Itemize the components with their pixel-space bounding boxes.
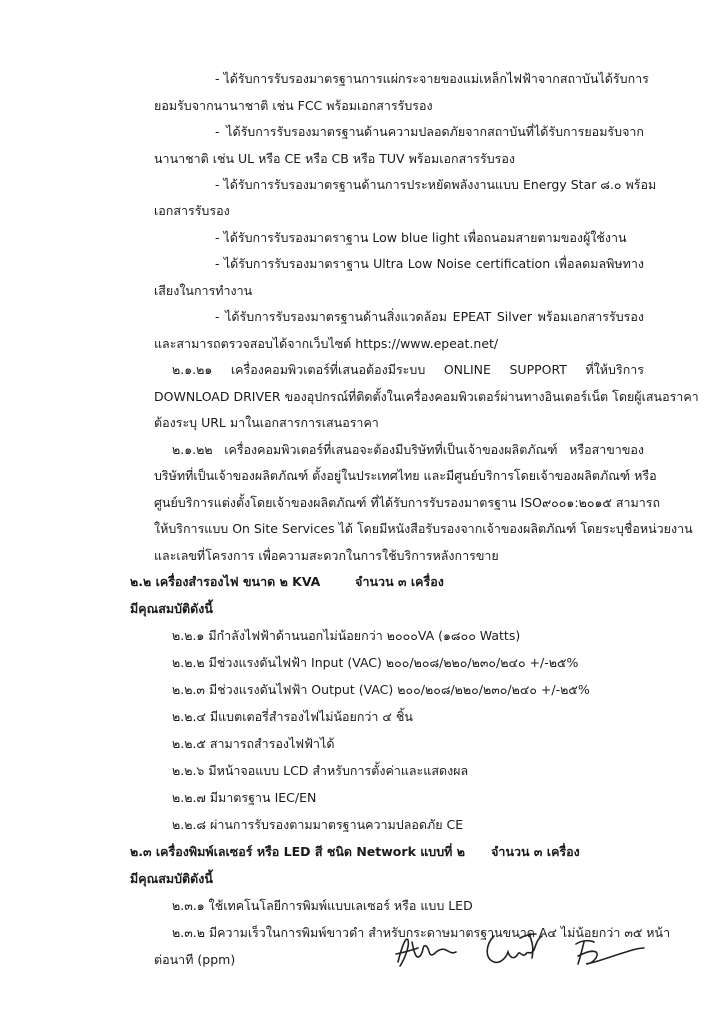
cert-energy-line-2: เอกสารรับรอง — [154, 203, 230, 218]
item-2-1-22-line-4: ให้บริการแบบ On Site Services ได้ โดยมีหนังสือรับรองจากเจ้าของผลิตภัณฑ์ โดยระบุชื่อหน่วยงาน — [154, 521, 693, 536]
cert-safety-line-2: นานาชาติ เช่น UL หรือ CE หรือ CB หรือ TUV พร้อมเอกสารรับรอง — [154, 151, 515, 166]
item-2-1-22-line-3: ศูนย์บริการแต่งตั้งโดยเจ้าของผลิตภัณฑ์ ที่ได้รับการรับรองมาตรฐาน ISO๙๐๐๑:๒๐๑๕ สามารถ — [154, 495, 661, 510]
item-2-2-6: ๒.๒.๖ มีหน้าจอแบบ LCD สำหรับการตั้งค่าและแสดงผล — [172, 763, 469, 778]
cert-low-blue-light: - ได้รับการรับรองมาตราฐาน Low blue light เพื่อถนอมสายตามของผู้ใช้งาน — [215, 230, 627, 245]
item-2-2-7: ๒.๒.๗ มีมาตรฐาน IEC/EN — [172, 790, 317, 805]
item-2-3-2-line-1: ๒.๓.๒ มีความเร็วในการพิมพ์ขาวดำ สำหรับกระดาษมาตรฐานขนาด A๔ ไม่น้อยกว่า ๓๕ หน้า — [172, 925, 671, 940]
signature-3 — [568, 934, 648, 970]
cert-energy-line-1: - ได้รับการรับรองมาตรฐานด้านการประหยัดพลังงานแบบ Energy Star ๘.๐ พร้อม — [215, 177, 657, 192]
signature-1 — [392, 932, 460, 970]
item-2-2-2: ๒.๒.๒ มีช่วงแรงดันไฟฟ้า Input (VAC) ๒๐๐/๒๐๘/๒๒๐/๒๓๐/๒๔๐ +/-๒๕% — [172, 655, 579, 670]
item-2-2-3: ๒.๒.๓ มีช่วงแรงดันไฟฟ้า Output (VAC) ๒๐๐/๒๐๘/๒๒๐/๒๓๐/๒๔๐ +/-๒๕% — [172, 682, 590, 697]
item-2-2-5: ๒.๒.๕ สามารถสำรองไฟฟ้าได้ — [172, 736, 335, 751]
cert-emc-line-1: - ได้รับการรับรองมาตรฐานการแผ่กระจายของแม่เหล็กไฟฟ้าจากสถาบันได้รับการ — [215, 71, 649, 86]
item-2-3-2-line-2: ต่อนาที (ppm) — [154, 952, 236, 967]
cert-epeat-line-2: และสามารถตรวจสอบได้จากเว็บไซต์ https://www.epeat.net/ — [154, 336, 499, 351]
cert-low-noise-line-2: เสียงในการทำงาน — [154, 283, 253, 298]
item-2-1-21-line-3: ต้องระบุ URL มาในเอกสารการเสนอราคา — [154, 415, 379, 430]
cert-epeat-line-1: - ได้รับการรับรองมาตรฐานด้านสิ่งแวดล้อม EPEAT Silver พร้อมเอกสารรับรอง — [215, 309, 644, 324]
item-2-1-22-line-2: บริษัทที่เป็นเจ้าของผลิตภัณฑ์ ตั้งอยู่ในประเทศไทย และมีศูนย์บริการโดยเจ้าของผลิตภัณฑ์ หรือ — [154, 468, 657, 483]
item-2-1-21-line-2: DOWNLOAD DRIVER ของอุปกรณ์ที่ติดตั้งในเครื่องคอมพิวเตอร์ผ่านทางอินเตอร์เน็ต โดยผู้เสนอราคา — [154, 389, 699, 404]
section-2-3-subheading: มีคุณสมบัติดังนี้ — [130, 871, 213, 886]
cert-safety-line-1: - ได้รับการรับรองมาตรฐานด้านความปลอดภัยจากสถาบันที่ได้รับการยอมรับจาก — [215, 124, 644, 139]
section-2-2-subheading: มีคุณสมบัติดังนี้ — [130, 601, 213, 616]
item-2-1-22-line-1: ๒.๑.๒๒ เครื่องคอมพิวเตอร์ที่เสนอจะต้องมีบริษัทที่เป็นเจ้าของผลิตภัณฑ์ หรือสาขาของ — [172, 442, 644, 457]
item-2-1-22-line-5: และเลขที่โครงการ เพื่อความสะดวกในการใช้บริการหลังการขาย — [154, 548, 499, 563]
cert-emc-line-2: ยอมรับจากนานาชาติ เช่น FCC พร้อมเอกสารรับรอง — [154, 98, 433, 113]
item-2-2-8: ๒.๒.๘ ผ่านการรับรองตามมาตรฐานความปลอดภัย CE — [172, 817, 464, 832]
cert-low-noise-line-1: - ได้รับการรับรองมาตราฐาน Ultra Low Noise certification เพื่อลดมลพิษทาง — [215, 256, 644, 271]
section-2-3-heading: ๒.๓ เครื่องพิมพ์เลเซอร์ หรือ LED สี ชนิด Network แบบที่ ๒ จำนวน ๓ เครื่อง — [130, 844, 580, 859]
item-2-2-4: ๒.๒.๔ มีแบตเตอรี่สำรองไฟไม่น้อยกว่า ๔ ชิ้น — [172, 709, 413, 724]
signature-2 — [480, 928, 550, 970]
section-2-2-heading: ๒.๒ เครื่องสำรองไฟ ขนาด ๒ KVA จำนวน ๓ เครื่อง — [130, 574, 444, 589]
item-2-2-1: ๒.๒.๑ มีกำลังไฟฟ้าด้านนอกไม่น้อยกว่า ๒๐๐๐VA (๑๘๐๐ Watts) — [172, 628, 521, 643]
item-2-1-21-line-1: ๒.๑.๒๑ เครื่องคอมพิวเตอร์ที่เสนอต้องมีระบบ ONLINE SUPPORT ที่ให้บริการ — [172, 362, 644, 377]
item-2-3-1: ๒.๓.๑ ใช้เทคโนโลยีการพิมพ์แบบเลเซอร์ หรือ แบบ LED — [172, 898, 473, 913]
